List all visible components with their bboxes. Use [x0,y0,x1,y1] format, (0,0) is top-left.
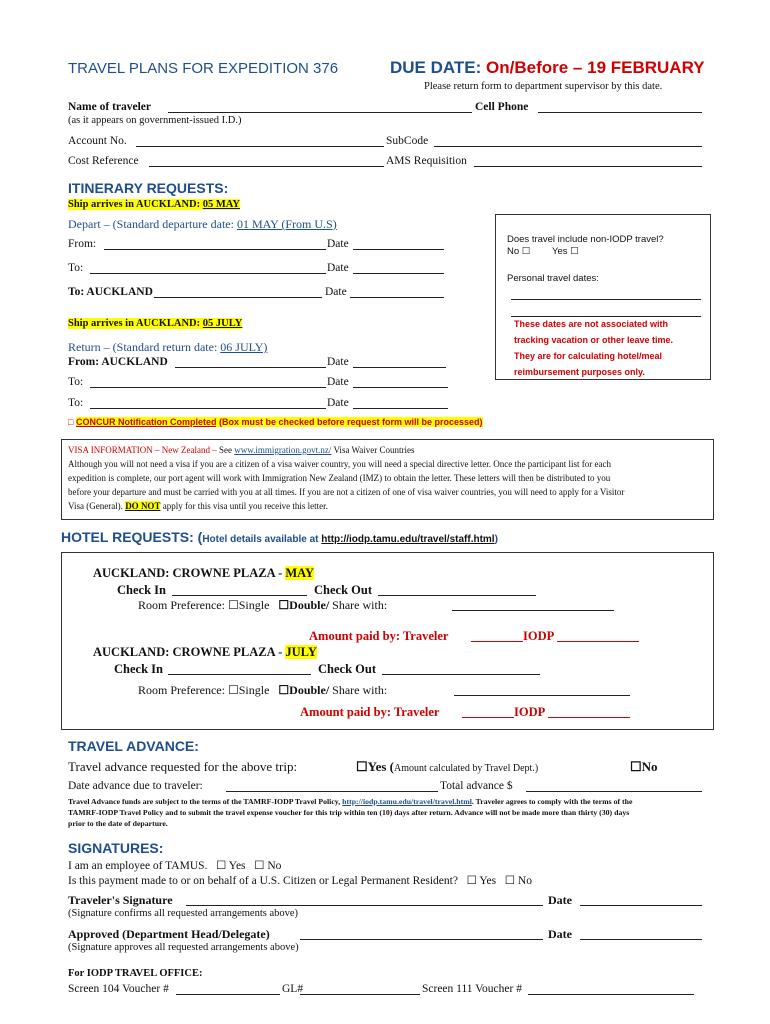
visa-line-1: Although you will not need a visa if you are a citizen of a visa waiver country, you will need a special directive letter. Once the participant list for each [68,459,611,469]
july-single-checkbox[interactable]: ☐Single [227,683,270,697]
ship-arrives-july-label: Ship arrives in AUCKLAND: [68,318,203,329]
name-of-traveler-label: Name of traveler [68,101,152,113]
may-room-pref [138,598,387,613]
cost-reference-field[interactable] [149,157,384,167]
side-note-line-3: They are for calculating hotel/meal [514,351,663,361]
to-auckland-date-field[interactable] [350,288,444,298]
return-prefix: Return – (Standard return date: [68,340,221,354]
hotel-july-title [93,645,317,660]
hotel-heading [61,529,498,545]
travel-policy-link[interactable]: http://iodp.tamu.edu/travel/travel.html [342,797,472,806]
depart-heading [68,217,337,232]
side-note-line-4: reimbursement purposes only. [514,367,645,377]
return-from-date-label: Date [327,356,349,368]
july-room-pref [138,683,387,698]
july-check-out-label: Check Out [318,662,376,676]
gl-field[interactable] [300,985,420,995]
name-note: (as it appears on government-issued I.D.) [68,115,242,126]
advance-fine-1 [68,797,632,806]
may-amount-paid-label: Amount paid by: Traveler [309,629,449,643]
return-to-date-field-2[interactable] [353,399,448,409]
to-auckland-text: To: AUCKLAND [68,286,153,298]
name-of-traveler-field[interactable] [168,103,472,113]
july-amount-paid [300,705,439,720]
concur-checkbox[interactable]: □ [68,417,74,427]
may-check-out-field[interactable] [378,586,536,596]
from-auckland-field[interactable] [175,358,326,368]
depart-to-field[interactable] [90,264,326,274]
hotel-heading-small: Hotel details available at [202,534,322,545]
non-iodp-no-checkbox[interactable]: No ☐ [507,246,531,257]
gl-label: GL# [282,983,304,995]
travel-advance-heading: TRAVEL ADVANCE: [68,738,199,754]
subcode-field[interactable] [434,137,702,147]
depart-to-date-label: Date [327,262,349,274]
visa-title-prefix: VISA INFORMATION – New Zealand – [68,445,219,455]
advance-fine-1b: . Traveler agrees to comply with the terms of the [471,797,633,806]
may-check-in-field[interactable] [172,586,307,596]
office-label: For IODP TRAVEL OFFICE: [68,968,203,979]
concur-row [68,417,483,427]
ship-arrives-may-date: 05 MAY [202,199,241,210]
advance-yes [356,759,538,775]
concur-link[interactable]: CONCUR Notification Completed [75,417,217,427]
account-no-field[interactable] [136,137,384,147]
ams-requisition-label: AMS Requisition [386,155,467,167]
approved-signature-field[interactable] [300,930,543,940]
may-single-checkbox[interactable]: ☐Single [227,598,270,612]
advance-due-field[interactable] [226,782,438,792]
may-iodp-label: IODP [523,629,555,643]
return-to-label-1: To: [68,376,84,388]
visa-do-not: DO NOT [125,501,161,511]
advance-fine-3: prior to the date of departure. [68,819,168,828]
non-iodp-question: Does travel include non-IODP travel? [507,234,664,245]
personal-dates-label: Personal travel dates: [507,273,599,284]
advance-requested-label: Travel advance requested for the above trip: [68,759,298,774]
july-share-label: Share with: [329,683,388,697]
cell-phone-field[interactable] [538,103,702,113]
depart-to-label: To: [68,262,84,274]
may-check-out-label: Check Out [314,583,372,597]
may-check-in-label: Check In [117,583,166,597]
visa-title [68,445,415,455]
return-date: 06 JULY) [220,340,268,354]
july-iodp-label: IODP [514,705,546,719]
return-heading [68,340,267,355]
personal-dates-field-1[interactable] [511,290,701,300]
citizen-question: Is this payment made to or on behalf of a U.S. Citizen or Legal Permanent Resident? [68,875,458,887]
ship-arrives-may-label: Ship arrives in AUCKLAND: [68,199,203,210]
employee-yes-checkbox[interactable]: ☐ Yes [216,860,246,872]
traveler-date-field[interactable] [580,896,702,906]
advance-fine-2: TAMRF-IODP Travel Policy and to submit the travel expense voucher for this trip within ten (10) days after return. Advance will not be made more than thirty (30) days [68,808,630,817]
depart-from: From U.S) [285,217,337,231]
advance-fine-1a: Travel Advance funds are subject to the terms of the TAMRF-IODP Travel Policy, [68,797,343,806]
itinerary-heading: ITINERARY REQUESTS: [68,180,229,196]
july-traveler-amount-field[interactable] [462,708,514,718]
traveler-signature-label: Traveler's Signature [68,893,173,907]
employee-row [68,858,281,872]
may-amount-paid [309,629,448,644]
from-auckland-text: From: AUCKLAND [68,356,168,368]
july-iodp-amount-field[interactable] [548,708,630,718]
may-traveler-amount-field[interactable] [471,632,523,642]
approved-date-label: Date [548,927,572,941]
return-to-field-1[interactable] [90,378,326,388]
hotel-july-title-text: AUCKLAND: CROWNE PLAZA - [93,645,286,659]
total-advance-label: Total advance $ [440,780,513,792]
form-title: TRAVEL PLANS FOR EXPEDITION 376 [68,60,339,77]
advance-yes-note: Amount calculated by Travel Dept.) [394,763,539,774]
citizen-yes-checkbox[interactable]: ☐ Yes [466,875,497,887]
concur-note: (Box must be checked before request form will be processed) [216,417,483,427]
signatures-heading: SIGNATURES: [68,840,164,856]
return-to-date-field-1[interactable] [353,378,448,388]
may-room-pref-label: Room Preference: [138,598,228,612]
traveler-date-label: Date [548,893,572,907]
ams-requisition-field[interactable] [474,157,702,167]
advance-due-label: Date advance due to traveler: [68,780,203,792]
employee-question: I am an employee of TAMUS. [68,860,208,872]
hotel-may-title [93,566,314,581]
citizen-row [68,873,532,887]
may-share-field[interactable] [452,601,614,611]
july-check-out-field[interactable] [382,665,540,675]
hotel-heading-close: ) [494,534,498,545]
cell-phone-label: Cell Phone [475,101,529,113]
depart-date: 01 MAY ( [236,217,286,231]
traveler-signature-note: (Signature confirms all requested arrangements above) [68,908,299,919]
depart-from-field[interactable] [104,240,326,250]
july-share-field[interactable] [454,686,630,696]
july-double-checkbox[interactable]: ☐Double/ [278,683,330,697]
depart-from-date-field[interactable] [353,240,444,250]
depart-standard: (Standard departure date: [112,217,237,231]
screen111-field[interactable] [528,985,694,995]
depart-prefix: Depart – [68,217,113,231]
visa-title-suffix: Visa Waiver Countries [331,445,415,455]
visa-title-see: See [218,445,235,455]
july-room-pref-label: Room Preference: [138,683,228,697]
employee-no-checkbox[interactable]: ☐ No [254,860,282,872]
due-date-value: On/Before – 19 FEBRUARY [486,58,705,77]
visa-line-3: before your departure and must be carried with you at all times. If you are not a citizen of one of visa waiver countries, you will need to apply for a Visitor [68,487,625,497]
return-note: Please return form to department supervisor by this date. [424,81,663,92]
side-note-line-2: tracking vacation or other leave time. [514,335,674,345]
traveler-signature-field[interactable] [186,896,543,906]
hotel-heading-text: HOTEL REQUESTS: ( [61,529,203,545]
depart-from-date-label: Date [327,238,349,250]
ship-arrives-july-date: 05 JULY [202,318,243,329]
hotel-details-link[interactable]: http://iodp.tamu.edu/travel/staff.html [321,534,495,545]
non-iodp-yes-checkbox[interactable]: Yes ☐ [552,246,579,257]
approved-label: Approved (Department Head/Delegate) [68,927,270,941]
approved-note: (Signature approves all requested arrangements above) [68,942,299,953]
return-to-field-2[interactable] [90,399,326,409]
advance-yes-checkbox[interactable]: ☐Yes ( [356,759,395,774]
to-auckland-field[interactable] [154,288,322,298]
return-to-date-label-2: Date [327,397,349,409]
hotel-may-highlight: MAY [285,566,315,580]
visa-link[interactable]: www.immigration.govt.nz/ [234,445,332,455]
visa-line-4-prefix: Visa (General). [68,501,126,511]
cost-reference-label: Cost Reference [68,155,139,167]
depart-from-label: From: [68,238,97,250]
ship-arrives-july [68,318,242,329]
depart-to-date-field[interactable] [353,264,444,274]
side-note-line-1: These dates are not associated with [514,319,669,329]
visa-line-2: expedition is complete, our port agent will work with Immigration New Zealand (IMZ) to obtain the letter. These letters will then be distributed to you [68,473,611,483]
july-check-in-label: Check In [114,662,163,676]
personal-dates-field-2[interactable] [511,307,701,317]
hotel-may-title-text: AUCKLAND: CROWNE PLAZA - [93,566,286,580]
to-auckland-date-label: Date [325,286,347,298]
advance-no-checkbox[interactable]: ☐No [630,759,658,774]
due-date [390,58,705,78]
ship-arrives-may [68,199,240,210]
visa-line-4 [68,501,328,511]
may-iodp-amount-field[interactable] [557,632,639,642]
total-advance-field[interactable] [526,782,702,792]
may-double-checkbox[interactable]: ☐Double/ [278,598,330,612]
visa-line-4-suffix: apply for this visa until you receive this letter. [160,501,328,511]
screen104-field[interactable] [176,985,280,995]
return-from-date-field[interactable] [353,358,446,368]
return-to-date-label-1: Date [327,376,349,388]
subcode-label: SubCode [386,135,429,147]
july-check-in-field[interactable] [168,665,311,675]
hotel-july-highlight: JULY [285,645,317,659]
due-date-label: DUE DATE: [390,58,482,77]
july-amount-paid-label: Amount paid by: Traveler [300,705,440,719]
citizen-no-checkbox[interactable]: ☐ No [504,875,532,887]
return-to-label-2: To: [68,397,84,409]
account-no-label: Account No. [68,135,127,147]
screen111-label: Screen 111 Voucher # [422,983,522,995]
from-auckland-label [68,356,168,368]
may-share-label: Share with: [329,598,388,612]
screen104-label: Screen 104 Voucher # [68,983,169,995]
to-auckland-label [68,286,153,298]
approved-date-field[interactable] [580,930,702,940]
